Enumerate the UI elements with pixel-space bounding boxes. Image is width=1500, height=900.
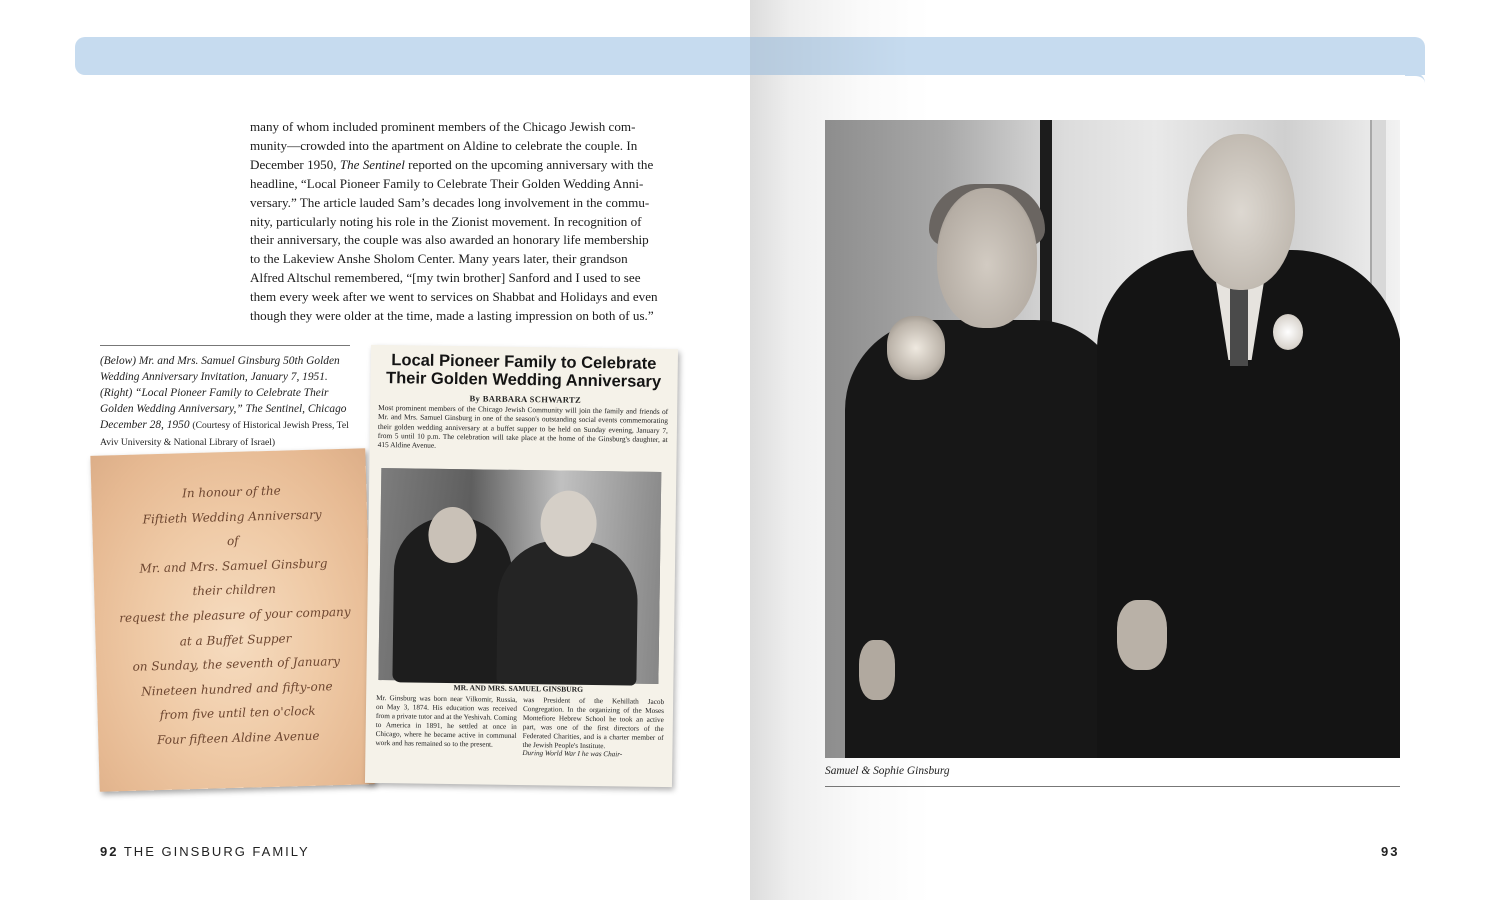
body-line: many of whom included prominent members of the Chicago Jewish com- bbox=[250, 119, 636, 134]
body-line: to the Lakeview Anshe Sholom Center. Many years later, their grandson bbox=[250, 251, 628, 267]
invitation-line: of bbox=[226, 533, 239, 549]
invitation-line: Nineteen hundred and fifty-one bbox=[141, 678, 333, 699]
headline-line: Local Pioneer Family to Celebrate bbox=[391, 351, 657, 373]
left-photo-caption bbox=[100, 353, 350, 451]
clipping-byline: By BARBARA SCHWARTZ bbox=[469, 393, 582, 405]
body-line: their anniversary, the couple was also awarded an honorary life membership bbox=[250, 232, 649, 248]
clipping-column-2-continued: During World War I he was Chair- bbox=[522, 749, 623, 759]
anniversary-invitation-card bbox=[90, 448, 374, 792]
caption-divider-right bbox=[825, 786, 1400, 787]
left-page-number: 92 bbox=[100, 844, 119, 859]
headline-line: Their Golden Wedding Anniversary bbox=[385, 369, 662, 391]
body-paragraph bbox=[250, 118, 672, 326]
clipping-photo-caption: MR. AND MRS. SAMUEL GINSBURG bbox=[453, 683, 584, 694]
invitation-line: Fiftieth Wedding Anniversary bbox=[142, 507, 322, 527]
invitation-line: request the pleasure of your company bbox=[119, 604, 351, 626]
body-line: headline, “Local Pioneer Family to Celebrate Their Golden Wedding Anni- bbox=[250, 175, 644, 191]
caption-divider-left bbox=[100, 345, 350, 346]
invitation-line: at a Buffet Supper bbox=[179, 630, 292, 649]
photo-boutonniere bbox=[1273, 314, 1303, 350]
caption-text: (Below) Mr. and Mrs. Samuel Ginsburg 50th Golden Wedding Anniversary Invitation, January 7, 1951. (Right) “Local Pioneer Family to Celebrate Their Golden Wedding Anniversary,” The Sentinel, Chicago December 28, 1950 bbox=[100, 355, 347, 431]
body-text-segment: reported on the upcoming anniversary with the bbox=[404, 156, 654, 172]
body-line: nity, particularly noting his role in the Zionist movement. In recognition of bbox=[250, 213, 642, 229]
photo-man-face bbox=[1187, 134, 1295, 290]
photo-corsage bbox=[887, 316, 945, 380]
photo-man-hand bbox=[1117, 600, 1167, 670]
invitation-line: on Sunday, the seventh of January bbox=[132, 654, 341, 674]
body-text-segment: December 1950, bbox=[250, 156, 340, 172]
invitation-line: their children bbox=[192, 582, 277, 599]
clipping-column-2-text: was President of the Kehillath Jacob Congregation. In the organizing of the Moses Montefiore Hebrew School he took an active part, was one of the first directors of the Federated Charities, and is a charter member of the Jewish People's Institute. bbox=[522, 696, 665, 750]
invitation-line: In honour of the bbox=[181, 483, 281, 501]
body-line: Alfred Altschul remembered, “[my twin brother] Sanford and I used to see bbox=[250, 270, 641, 286]
clipping-column-2 bbox=[522, 696, 664, 760]
invitation-line: from five until ten o'clock bbox=[159, 704, 316, 723]
clipping-photo-man bbox=[496, 540, 638, 686]
couple-portrait-photo bbox=[825, 120, 1400, 758]
photo-woman-hand bbox=[859, 640, 895, 700]
right-photo-caption: Samuel & Sophie Ginsburg bbox=[825, 765, 950, 777]
clipping-photo bbox=[378, 468, 661, 684]
clipping-lead-paragraph: Most prominent members of the Chicago Jewish Community will join the family and friends of Mr. and Mrs. Samuel Ginsburg in one of the season's outstanding social events commemorating their golden wedding anniversary at a buffet supper to be held on Sunday evening, January 7, from 5 until 10 p.m. The celebration will take place at the home of the Ginsburg's daughter, at 415 Aldine Avenue. bbox=[377, 402, 669, 450]
invitation-line: Four fifteen Aldine Avenue bbox=[156, 728, 320, 748]
photo-man-tie bbox=[1230, 280, 1248, 366]
left-folio bbox=[100, 844, 310, 859]
body-line: though they were older at the time, made a lasting impression on both of us.” bbox=[250, 308, 654, 324]
running-title: THE GINSBURG FAMILY bbox=[123, 844, 310, 859]
newspaper-clipping bbox=[365, 345, 678, 787]
caption-credit: (Courtesy of Historical Jewish Press, Tel Aviv University & National Library of Israel) bbox=[100, 420, 349, 448]
body-line: versary.” The article lauded Sam’s decades long involvement in the commu- bbox=[250, 194, 650, 210]
body-line: munity—crowded into the apartment on Aldine to celebrate the couple. In bbox=[250, 137, 638, 153]
clipping-column-1: Mr. Ginsburg was born near Vilkomir, Russia, on May 3, 1874. His education was received from a private tutor and at the Yeshivah. Coming to America in 1891, he settled at once in Chicago, where he became active in communal work and has remained so to the present. bbox=[375, 693, 518, 749]
invitation-script bbox=[111, 477, 358, 754]
body-line: them every week after we went to services on Shabbat and Holidays and even bbox=[250, 289, 658, 305]
publication-title: The Sentinel bbox=[339, 156, 405, 172]
body-line bbox=[250, 156, 672, 175]
clipping-body-columns bbox=[375, 694, 664, 760]
photo-woman-face bbox=[937, 188, 1037, 328]
right-page-number: 93 bbox=[1381, 844, 1400, 859]
invitation-line: Mr. and Mrs. Samuel Ginsburg bbox=[139, 556, 328, 576]
header-band-gutter-shadow bbox=[750, 37, 1425, 75]
clipping-headline bbox=[378, 351, 668, 391]
